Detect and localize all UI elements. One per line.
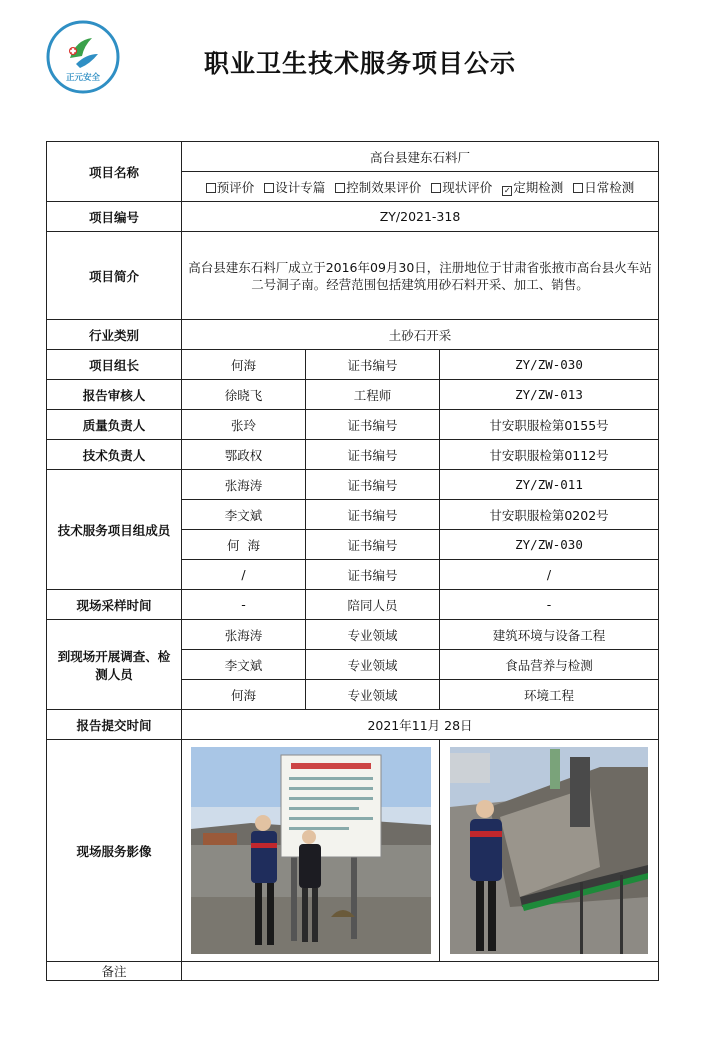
type-option-status: 现状评价 [431,178,492,196]
member-cert: ZY/ZW-030 [440,530,659,560]
project-intro-label: 项目简介 [47,232,182,320]
photos-label: 现场服务影像 [47,740,182,962]
member-name: 张海涛 [182,470,306,500]
logo-text: 正元安全 [65,73,101,83]
members-label: 技术服务项目组成员 [47,470,182,590]
tech-name: 鄂政权 [182,440,306,470]
industry-value: 土砂石开采 [182,320,659,350]
onsite-field: 专业领域 [306,620,440,650]
onsite-specialty: 环境工程 [440,680,659,710]
reviewer-cert: ZY/ZW-013 [440,380,659,410]
page-title: 职业卫生技术服务项目公示 [203,49,516,78]
leader-cert: ZY/ZW-030 [440,350,659,380]
tech-field: 证书编号 [306,440,440,470]
onsite-name: 李文斌 [182,650,306,680]
member-cert: ZY/ZW-011 [440,470,659,500]
site-photo-crusher [450,747,648,954]
member-field: 证书编号 [306,470,440,500]
onsite-specialty: 建筑环境与设备工程 [440,620,659,650]
leader-field: 证书编号 [306,350,440,380]
checkbox-icon [431,183,441,193]
quality-field: 证书编号 [306,410,440,440]
photo-cell-left [182,740,440,962]
companion-value: - [440,590,659,620]
onsite-staff-label: 到现场开展调查、检测人员 [47,620,182,710]
project-info-table [46,141,659,981]
leader-label: 项目组长 [47,350,182,380]
member-cert: / [440,560,659,590]
project-name-label: 项目名称 [47,142,182,202]
report-date-label: 报告提交时间 [47,710,182,740]
member-cert: 甘安职服检第0202号 [440,500,659,530]
quality-cert: 甘安职服检第0155号 [440,410,659,440]
type-option-periodic: ✓ 定期检测 [503,179,564,195]
remark-value [182,962,659,981]
photo-cell-right [440,740,659,962]
onsite-field: 专业领域 [306,680,440,710]
onsite-field: 专业领域 [306,650,440,680]
checkbox-icon [335,183,345,193]
reviewer-label: 报告审核人 [47,380,182,410]
member-field: 证书编号 [306,500,440,530]
project-number-label: 项目编号 [47,202,182,232]
report-date: 2021年11月 28日 [182,710,659,740]
type-option-pre-evaluation: 预评价 [206,178,255,196]
reviewer-field: 工程师 [306,380,440,410]
quality-label: 质量负责人 [47,410,182,440]
member-field: 证书编号 [306,530,440,560]
onsite-name: 何海 [182,680,306,710]
project-type-options [182,172,659,202]
checked-checkbox-icon: ✓ [503,185,511,195]
remark-label: 备注 [47,962,182,981]
site-photo-sign [191,747,431,954]
industry-label: 行业类别 [47,320,182,350]
quality-name: 张玲 [182,410,306,440]
companion-label: 陪同人员 [306,590,440,620]
leader-name: 何海 [182,350,306,380]
sampling-time-label: 现场采样时间 [47,590,182,620]
checkbox-icon [206,183,216,193]
project-number: ZY/2021-318 [182,202,659,232]
sampling-time: - [182,590,306,620]
member-name: / [182,560,306,590]
type-option-control-effect: 控制效果评价 [335,178,421,196]
type-option-routine: 日常检测 [573,178,634,196]
checkbox-icon [573,183,583,193]
tech-cert: 甘安职服检第0112号 [440,440,659,470]
onsite-specialty: 食品营养与检测 [440,650,659,680]
tech-label: 技术负责人 [47,440,182,470]
reviewer-name: 徐晓飞 [182,380,306,410]
type-option-design: 设计专篇 [264,178,325,196]
project-intro: 高台县建东石料厂成立于2016年09月30日，注册地位于甘肃省张掖市高台县火车站二号洞子南。经营范围包括建筑用砂石料开采、加工、销售。 [182,232,659,320]
member-name: 李文斌 [182,500,306,530]
checkbox-icon [264,183,274,193]
member-field: 证书编号 [306,560,440,590]
project-name: 高台县建东石料厂 [182,142,659,172]
onsite-name: 张海涛 [182,620,306,650]
member-name: 何 海 [182,530,306,560]
